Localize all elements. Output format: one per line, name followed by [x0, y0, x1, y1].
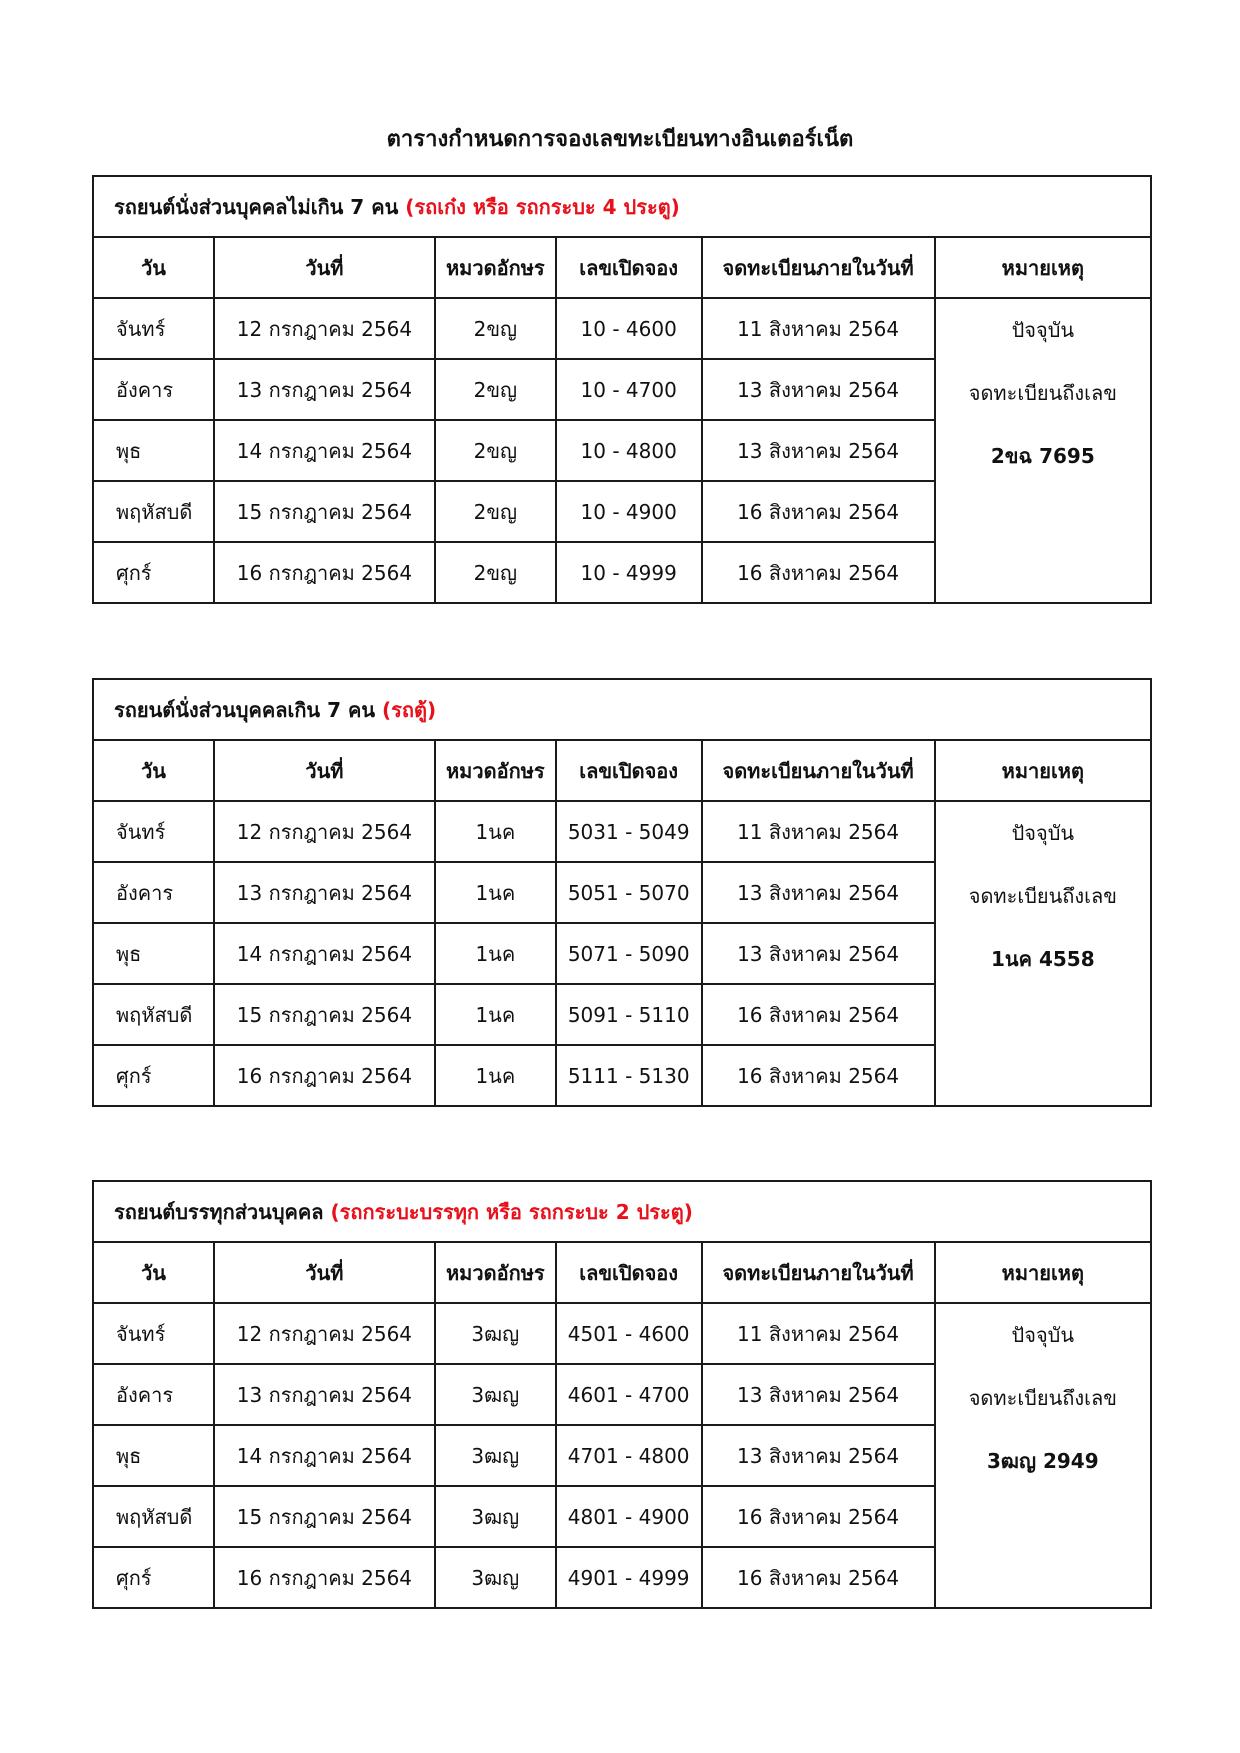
- cell-day: พฤหัสบดี: [93, 984, 214, 1045]
- note-current-label: ปัจจุบัน: [1011, 1323, 1075, 1347]
- cell-day: ศุกร์: [93, 542, 214, 603]
- header-note: หมายเหตุ: [935, 237, 1151, 298]
- table-caption-row: [93, 176, 1151, 237]
- cell-date: 14 กรกฎาคม 2564: [214, 1425, 435, 1486]
- cell-day: ศุกร์: [93, 1547, 214, 1608]
- cell-register: 13 สิงหาคม 2564: [702, 359, 935, 420]
- cell-range: 10 - 4800: [556, 420, 702, 481]
- cell-register: 16 สิงหาคม 2564: [702, 1045, 935, 1106]
- table-caption: [93, 176, 1151, 237]
- cell-day: อังคาร: [93, 862, 214, 923]
- cell-day: พฤหัสบดี: [93, 1486, 214, 1547]
- table-caption-row: [93, 1181, 1151, 1242]
- note-current-label: ปัจจุบัน: [1011, 318, 1075, 342]
- cell-category: 2ขญ: [435, 420, 556, 481]
- header-range: เลขเปิดจอง: [556, 740, 702, 801]
- cell-date: 15 กรกฎาคม 2564: [214, 984, 435, 1045]
- table-row: [93, 298, 1151, 359]
- cell-day: พุธ: [93, 923, 214, 984]
- header-category: หมวดอักษร: [435, 237, 556, 298]
- cell-register: 13 สิงหาคม 2564: [702, 1364, 935, 1425]
- caption-vehicle-detail: (รถเก๋ง หรือ รถกระบะ 4 ประตู): [405, 194, 680, 219]
- header-date: วันที่: [214, 237, 435, 298]
- cell-category: 1นค: [435, 923, 556, 984]
- header-date: วันที่: [214, 1242, 435, 1303]
- cell-category: 3ฒญ: [435, 1364, 556, 1425]
- cell-range: 4501 - 4600: [556, 1303, 702, 1364]
- cell-category: 3ฒญ: [435, 1303, 556, 1364]
- cell-range: 10 - 4600: [556, 298, 702, 359]
- cell-register: 16 สิงหาคม 2564: [702, 1486, 935, 1547]
- cell-day: อังคาร: [93, 1364, 214, 1425]
- cell-category: 3ฒญ: [435, 1425, 556, 1486]
- table-caption-row: [93, 679, 1151, 740]
- cell-register: 16 สิงหาคม 2564: [702, 1547, 935, 1608]
- header-register: จดทะเบียนภายในวันที่: [702, 740, 935, 801]
- cell-register: 16 สิงหาคม 2564: [702, 481, 935, 542]
- cell-register: 16 สิงหาคม 2564: [702, 984, 935, 1045]
- header-day: วัน: [93, 1242, 214, 1303]
- cell-category: 2ขญ: [435, 359, 556, 420]
- cell-range: 4701 - 4800: [556, 1425, 702, 1486]
- cell-range: 5111 - 5130: [556, 1045, 702, 1106]
- cell-date: 15 กรกฎาคม 2564: [214, 1486, 435, 1547]
- cell-category: 1นค: [435, 1045, 556, 1106]
- table-caption: [93, 679, 1151, 740]
- cell-range: 5071 - 5090: [556, 923, 702, 984]
- header-register: จดทะเบียนภายในวันที่: [702, 237, 935, 298]
- caption-vehicle-detail: (รถกระบะบรรทุก หรือ รถกระบะ 2 ประตู): [330, 1199, 693, 1224]
- note-cell: [935, 1303, 1151, 1608]
- cell-date: 13 กรกฎาคม 2564: [214, 862, 435, 923]
- note-registered-label: จดทะเบียนถึงเลข: [968, 1386, 1117, 1410]
- cell-day: จันทร์: [93, 801, 214, 862]
- table-row: [93, 801, 1151, 862]
- cell-day: จันทร์: [93, 298, 214, 359]
- cell-category: 2ขญ: [435, 542, 556, 603]
- note-current-label: ปัจจุบัน: [1011, 821, 1075, 845]
- cell-range: 10 - 4999: [556, 542, 702, 603]
- cell-range: 5091 - 5110: [556, 984, 702, 1045]
- header-register: จดทะเบียนภายในวันที่: [702, 1242, 935, 1303]
- cell-range: 10 - 4900: [556, 481, 702, 542]
- cell-register: 11 สิงหาคม 2564: [702, 298, 935, 359]
- caption-vehicle-type: รถยนต์นั่งส่วนบุคคลไม่เกิน 7 คน: [114, 194, 399, 219]
- cell-category: 2ขญ: [435, 481, 556, 542]
- cell-date: 12 กรกฎาคม 2564: [214, 801, 435, 862]
- note-latest-plate: 3ฒญ 2949: [986, 1449, 1099, 1473]
- cell-register: 11 สิงหาคม 2564: [702, 801, 935, 862]
- table-header-row: [93, 740, 1151, 801]
- cell-date: 13 กรกฎาคม 2564: [214, 359, 435, 420]
- cell-date: 14 กรกฎาคม 2564: [214, 923, 435, 984]
- header-note: หมายเหตุ: [935, 740, 1151, 801]
- header-day: วัน: [93, 740, 214, 801]
- note-latest-plate: 2ขฉ 7695: [990, 444, 1095, 468]
- table-header-row: [93, 1242, 1151, 1303]
- table-caption: [93, 1181, 1151, 1242]
- page-title: ตารางกำหนดการจองเลขทะเบียนทางอินเตอร์เน็ต: [386, 127, 854, 152]
- cell-range: 4601 - 4700: [556, 1364, 702, 1425]
- cell-range: 4801 - 4900: [556, 1486, 702, 1547]
- cell-category: 2ขญ: [435, 298, 556, 359]
- cell-range: 5031 - 5049: [556, 801, 702, 862]
- cell-date: 16 กรกฎาคม 2564: [214, 1045, 435, 1106]
- note-registered-label: จดทะเบียนถึงเลข: [968, 381, 1117, 405]
- cell-date: 12 กรกฎาคม 2564: [214, 298, 435, 359]
- cell-category: 3ฒญ: [435, 1547, 556, 1608]
- header-category: หมวดอักษร: [435, 1242, 556, 1303]
- cell-category: 1นค: [435, 801, 556, 862]
- cell-category: 3ฒญ: [435, 1486, 556, 1547]
- cell-register: 13 สิงหาคม 2564: [702, 923, 935, 984]
- table-row: [93, 1303, 1151, 1364]
- cell-category: 1นค: [435, 862, 556, 923]
- cell-day: จันทร์: [93, 1303, 214, 1364]
- header-range: เลขเปิดจอง: [556, 237, 702, 298]
- header-range: เลขเปิดจอง: [556, 1242, 702, 1303]
- cell-register: 13 สิงหาคม 2564: [702, 862, 935, 923]
- cell-date: 14 กรกฎาคม 2564: [214, 420, 435, 481]
- cell-register: 13 สิงหาคม 2564: [702, 1425, 935, 1486]
- cell-range: 10 - 4700: [556, 359, 702, 420]
- table-header-row: [93, 237, 1151, 298]
- note-latest-plate: 1นค 4558: [991, 947, 1095, 971]
- cell-date: 12 กรกฎาคม 2564: [214, 1303, 435, 1364]
- caption-vehicle-type: รถยนต์นั่งส่วนบุคคลเกิน 7 คน: [114, 697, 375, 722]
- cell-date: 13 กรกฎาคม 2564: [214, 1364, 435, 1425]
- van-schedule-table: [92, 678, 1152, 1107]
- cell-range: 4901 - 4999: [556, 1547, 702, 1608]
- note-registered-label: จดทะเบียนถึงเลข: [968, 884, 1117, 908]
- note-cell: [935, 298, 1151, 603]
- cell-day: พุธ: [93, 1425, 214, 1486]
- cell-day: ศุกร์: [93, 1045, 214, 1106]
- header-note: หมายเหตุ: [935, 1242, 1151, 1303]
- header-day: วัน: [93, 237, 214, 298]
- cell-register: 16 สิงหาคม 2564: [702, 542, 935, 603]
- caption-vehicle-detail: (รถตู้): [381, 697, 437, 722]
- cell-date: 15 กรกฎาคม 2564: [214, 481, 435, 542]
- cell-day: พฤหัสบดี: [93, 481, 214, 542]
- cell-day: พุธ: [93, 420, 214, 481]
- sedan-schedule-table: [92, 175, 1152, 604]
- header-date: วันที่: [214, 740, 435, 801]
- note-cell: [935, 801, 1151, 1106]
- cell-register: 13 สิงหาคม 2564: [702, 420, 935, 481]
- cell-date: 16 กรกฎาคม 2564: [214, 1547, 435, 1608]
- cell-date: 16 กรกฎาคม 2564: [214, 542, 435, 603]
- caption-vehicle-type: รถยนต์บรรทุกส่วนบุคคล: [114, 1199, 324, 1224]
- cell-range: 5051 - 5070: [556, 862, 702, 923]
- cell-register: 11 สิงหาคม 2564: [702, 1303, 935, 1364]
- cell-day: อังคาร: [93, 359, 214, 420]
- pickup-schedule-table: [92, 1180, 1152, 1609]
- header-category: หมวดอักษร: [435, 740, 556, 801]
- cell-category: 1นค: [435, 984, 556, 1045]
